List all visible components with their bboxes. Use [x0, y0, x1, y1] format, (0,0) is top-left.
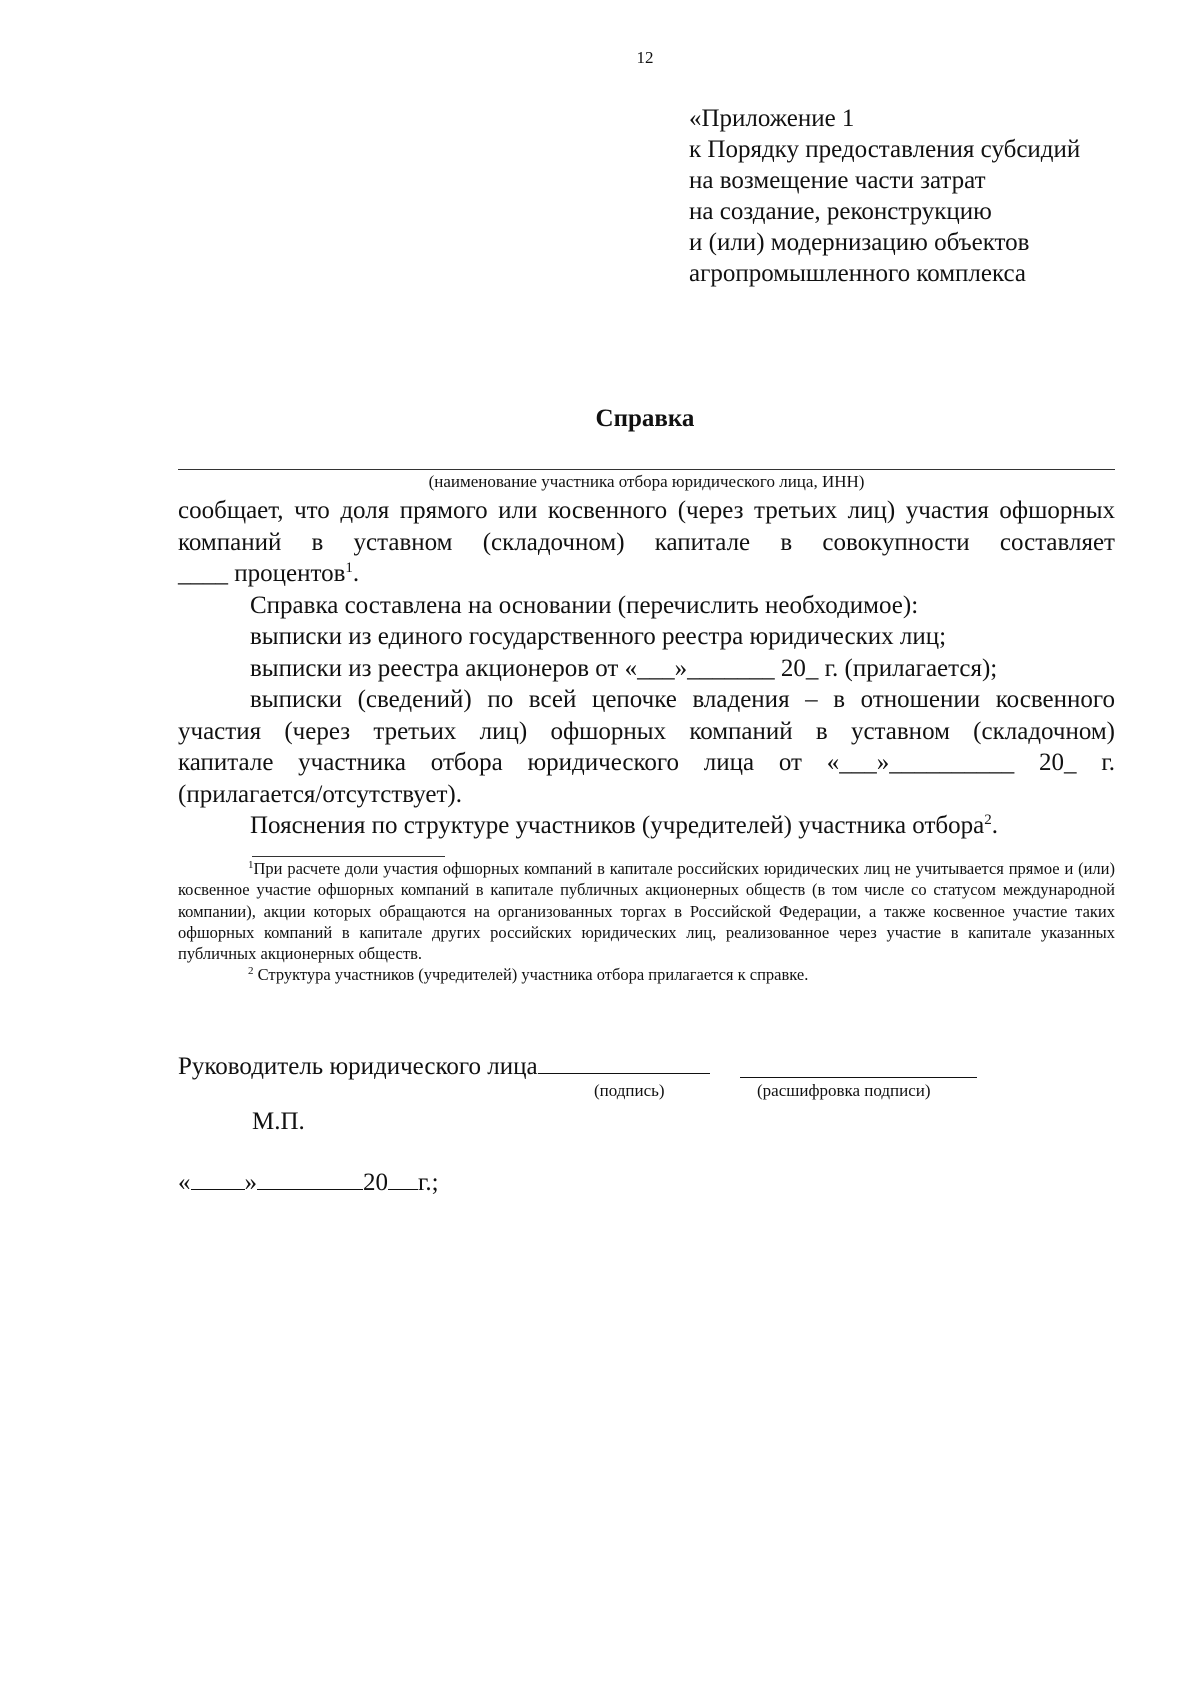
punctuation: .	[991, 812, 998, 839]
head-signature-row	[178, 1049, 710, 1081]
body-line: компаний в уставном (складочном) капитале в совокупности составляет	[178, 528, 1115, 556]
appendix-line: к Порядку предоставления субсидий	[689, 136, 1081, 163]
page-number: 12	[636, 48, 654, 67]
entity-name-fill-line	[178, 469, 1115, 470]
footnote-ref: 2	[984, 812, 992, 828]
body-paragraph	[178, 810, 1115, 842]
certificate-body	[178, 495, 1115, 842]
body-line	[178, 558, 1115, 590]
footnotes	[178, 858, 1115, 986]
body-line: (прилагается/отсутствует).	[178, 780, 463, 808]
appendix-line: на возмещение части затрат	[689, 167, 986, 194]
signature-decode-blank[interactable]	[740, 1077, 977, 1078]
signature-decode-caption: (расшифровка подписи)	[757, 1081, 931, 1100]
footnote-text: При расчете доли участия офшорных компаний в капитале российских юридических лиц не учитывается прямое и (или) косвенное участие офшорных компаний в капитале публичных акционерных обществ (в том числе со статусом международной компании), акции которых обращаются на организованных торгах в Российской Федерации, а также косвенное участие таких офшорных компаний в капитале других российских юридических лиц, реализованное через участие в капитале указанных публичных акционерных обществ.	[178, 859, 1115, 964]
signature-blank[interactable]	[538, 1049, 710, 1074]
year-blank[interactable]	[388, 1165, 418, 1190]
body-line: участия (через третьих лиц) офшорных компаний в уставном (складочном)	[178, 717, 1115, 745]
quote-close: »	[244, 1169, 257, 1196]
footnote-1	[178, 858, 1115, 964]
footnote-text: Структура участников (учредителей) участника отбора прилагается к справке.	[253, 965, 809, 985]
seal-place-label: М.П.	[252, 1108, 305, 1135]
appendix-line: на создание, реконструкцию	[689, 198, 992, 225]
footnote-ref: 1	[345, 560, 353, 576]
document-title: Справка	[595, 405, 695, 432]
entity-name-caption: (наименование участника отбора юридического лица, ИНН)	[428, 472, 865, 491]
body-line: сообщает, что доля прямого или косвенного (через третьих лиц) участия офшорных	[178, 497, 1115, 524]
month-blank[interactable]	[257, 1165, 363, 1190]
date-suffix: г.;	[418, 1169, 439, 1196]
percent-blank-text: ____ процентов	[178, 560, 346, 587]
appendix-line: и (или) модернизацию объектов	[689, 229, 1030, 256]
explanations-text: Пояснения по структуре участников (учредителей) участника отбора	[250, 812, 985, 839]
signature-caption: (подпись)	[594, 1081, 665, 1100]
appendix-header	[689, 103, 1169, 289]
footnote-mark: 1	[248, 859, 254, 871]
date-line	[178, 1165, 439, 1197]
appendix-line: «Приложение 1	[689, 105, 855, 132]
body-paragraph: выписки из реестра акционеров от «___»_______ 20_ г. (прилагается);	[250, 654, 998, 682]
body-paragraph: Справка составлена на основании (перечислить необходимое):	[250, 591, 919, 619]
day-blank[interactable]	[191, 1165, 245, 1190]
head-label: Руководитель юридического лица	[178, 1053, 538, 1080]
punctuation: .	[352, 560, 360, 587]
footnote-mark: 2	[248, 965, 254, 978]
year-prefix: 20	[363, 1169, 388, 1196]
body-line: выписки (сведений) по всей цепочке владения – в отношении косвенного	[250, 686, 1115, 713]
footnote-2	[178, 964, 1115, 985]
body-paragraph: выписки из единого государственного реестра юридических лиц;	[250, 623, 947, 650]
quote-open: «	[178, 1169, 191, 1196]
appendix-line: агропромышленного комплекса	[689, 260, 1027, 287]
body-line: капитале участника отбора юридического лица от «___»__________ 20_ г.	[178, 749, 1115, 776]
footnote-separator	[252, 856, 445, 857]
